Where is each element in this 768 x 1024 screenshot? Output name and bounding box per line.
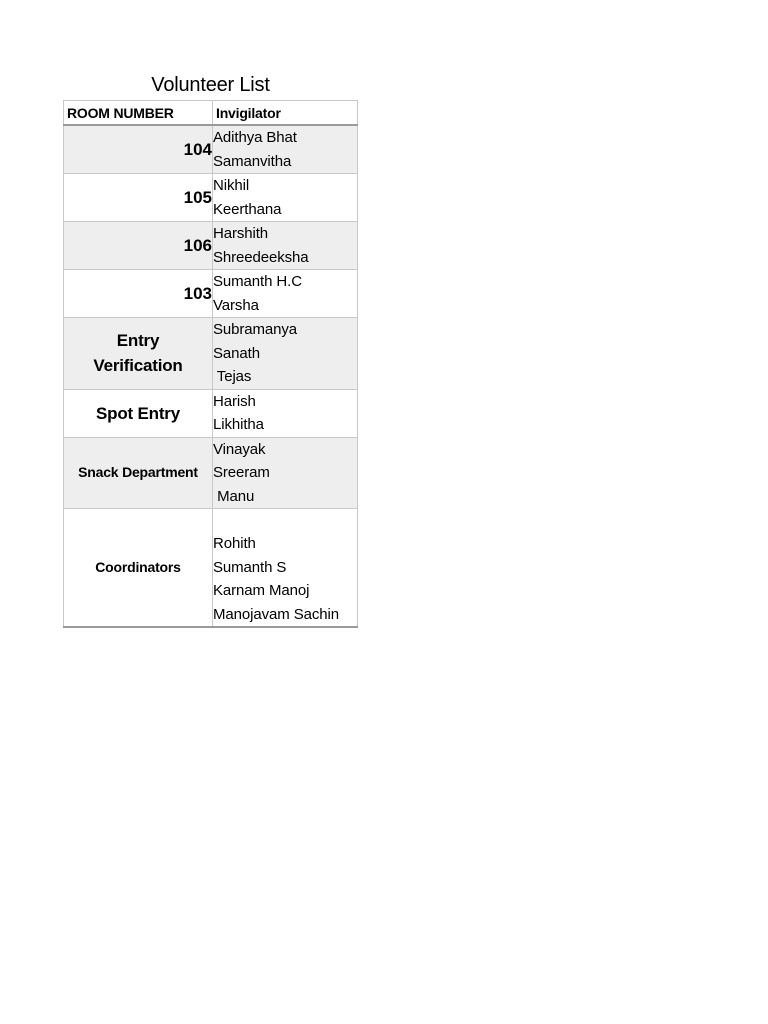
volunteer-name: Rohith [213,535,256,552]
volunteer-name: Harshith [213,225,269,242]
invigilator-cell [213,318,358,390]
room-number-cell: 106 [64,222,213,270]
room-number-cell: 103 [64,270,213,318]
column-header-invigilator: Invigilator [213,101,358,126]
invigilator-cell [213,222,358,270]
table-header-row [64,101,358,126]
volunteer-name: Adithya Bhat [213,129,297,146]
table-row [64,174,358,222]
role-label-spot-entry: Spot Entry [64,389,213,437]
table-row [64,222,358,270]
table-row [64,389,358,437]
volunteer-name: Keerthana [213,200,282,218]
volunteer-name: Karnam Manoj [213,582,310,599]
volunteer-name: Subramanya [213,321,298,338]
volunteer-name: Sreeram [213,464,270,481]
invigilator-cell [213,509,358,628]
table-row [64,437,358,509]
invigilator-cell [213,125,358,174]
volunteer-name: Sumanth S [213,558,287,576]
role-label-entry-verification: Entry Verification [64,318,213,390]
column-header-room-number: ROOM NUMBER [64,101,213,126]
volunteer-name: Vinayak [213,440,266,458]
page-title: Volunteer List [151,74,270,96]
volunteer-name: Samanvitha [213,152,292,170]
role-label-coordinators: Coordinators [64,509,213,628]
volunteer-name: Manojavam Sachin [213,605,339,623]
volunteer-name: Likhitha [213,416,264,433]
volunteer-name: Varsha [213,296,259,314]
volunteer-name: Nikhil [213,177,250,194]
room-number-cell: 105 [64,174,213,222]
invigilator-cell [213,270,358,318]
volunteer-name: Sumanth H.C [213,273,302,290]
room-number-cell: 104 [64,125,213,174]
invigilator-cell [213,174,358,222]
table-row [64,318,358,390]
table-row [64,509,358,628]
volunteer-name: Manu [213,487,255,505]
volunteer-name: Sanath [213,344,260,362]
table-row [64,125,358,174]
volunteer-table [63,100,358,628]
table-row [64,270,358,318]
volunteer-name: Harish [213,392,256,410]
volunteer-name: Tejas [213,368,252,385]
invigilator-cell [213,437,358,509]
volunteer-name: Shreedeeksha [213,248,309,266]
role-label-snack-department: Snack Department [64,437,213,509]
invigilator-cell [213,389,358,437]
